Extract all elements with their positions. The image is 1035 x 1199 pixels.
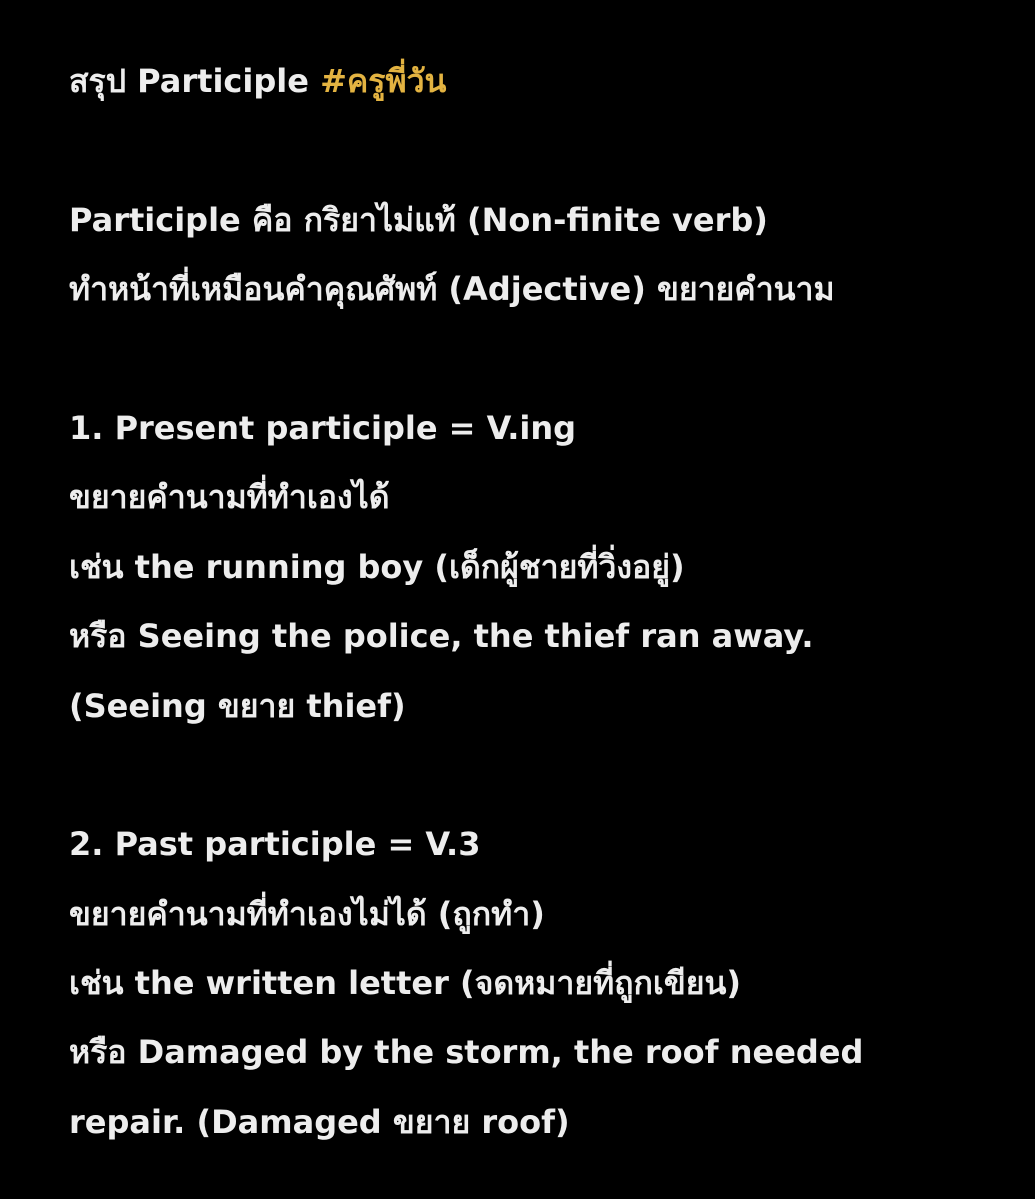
section-1-line-1: ขยายคำนามที่ทำเองได้ xyxy=(69,478,390,517)
section-2-line-2: เช่น the written letter (จดหมายที่ถูกเขียน) xyxy=(69,964,741,1003)
title-text: สรุป Participle xyxy=(69,62,309,100)
definition-line-2: ทำหน้าที่เหมือนคำคุณศัพท์ (Adjective) ขยายคำนาม xyxy=(69,270,835,309)
blank-line xyxy=(69,325,995,394)
note-content xyxy=(69,47,995,1157)
blank-line xyxy=(69,116,995,185)
definition-line-1: Participle คือ กริยาไม่แท้ (Non-finite verb) xyxy=(69,200,768,239)
section-1-heading: 1. Present participle = V.ing xyxy=(69,408,577,447)
section-2-line-4: repair. (Damaged ขยาย roof) xyxy=(69,1102,570,1141)
section-2-heading: 2. Past participle = V.3 xyxy=(69,825,481,864)
section-1-line-4: (Seeing ขยาย thief) xyxy=(69,686,406,725)
blank-line xyxy=(69,741,995,810)
hashtag-link[interactable]: #ครูพี่วัน xyxy=(320,62,447,100)
section-1-line-2: เช่น the running boy (เด็กผู้ชายที่วิ่งอยู่) xyxy=(69,547,685,586)
note-title xyxy=(69,47,995,116)
section-2-line-1: ขยายคำนามที่ทำเองไม่ได้ (ถูกทำ) xyxy=(69,894,545,933)
section-1-line-3: หรือ Seeing the police, the thief ran away. xyxy=(69,617,814,656)
section-2-line-3: หรือ Damaged by the storm, the roof needed xyxy=(69,1033,864,1072)
